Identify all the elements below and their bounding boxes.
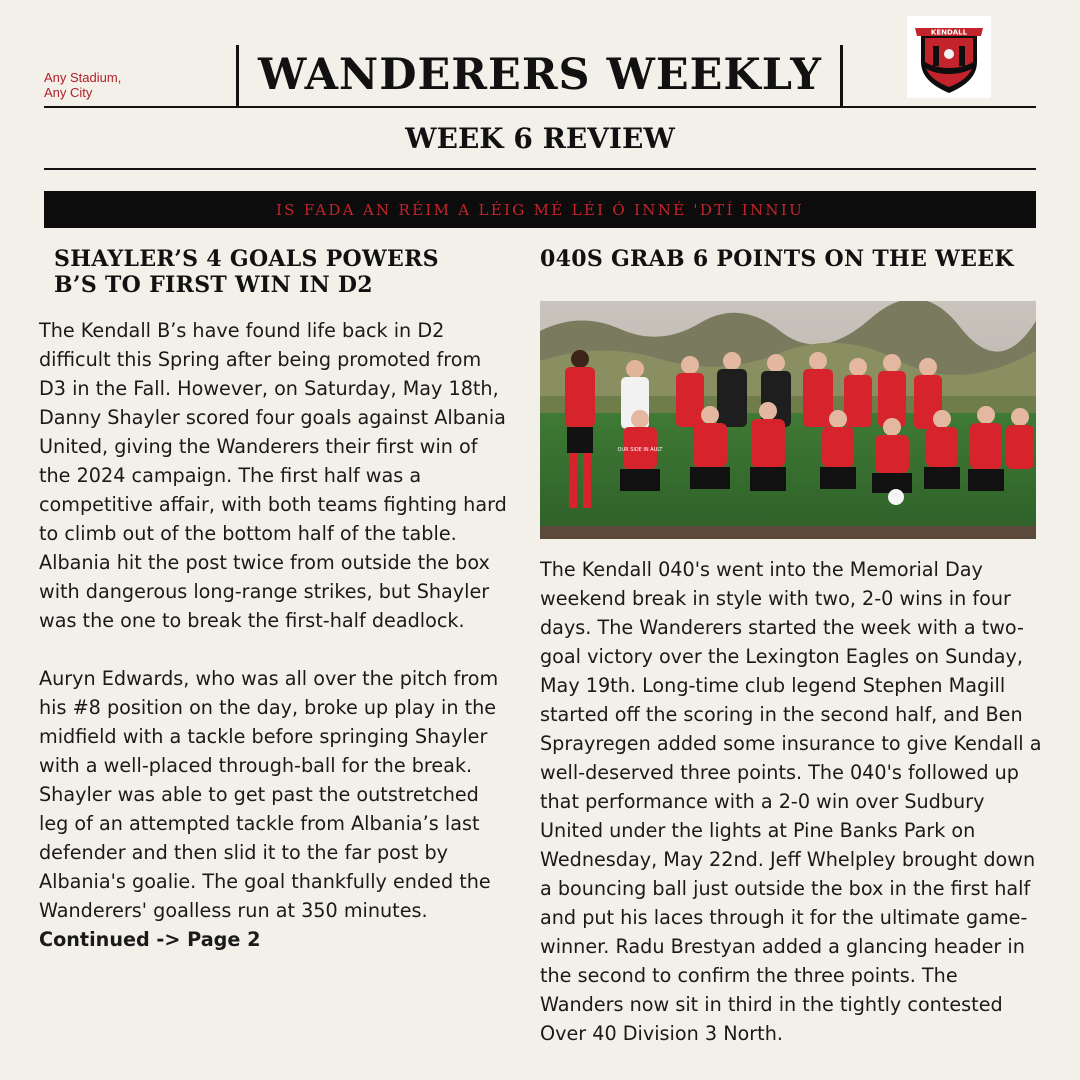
masthead-divider-left: [236, 45, 239, 106]
header-rule-bottom: [44, 168, 1036, 170]
header-rule-top: [44, 106, 1036, 108]
location-line-1: Any Stadium,: [44, 70, 122, 85]
team-photo: [540, 301, 1036, 539]
newsletter-title: WANDERERS WEEKLY: [258, 50, 822, 100]
team-photo-illustration: [540, 301, 1036, 539]
continued-link[interactable]: Continued -> Page 2: [39, 928, 261, 951]
location-text: [44, 70, 121, 100]
club-logo: [907, 16, 991, 98]
left-article-paragraph-1: The Kendall B’s have found life back in D2 difficult this Spring after being promoted from D3 in the Fall. However, on Saturday, May 18th, Danny Shayler scored four goals against Albania United, giving the Wanderers their first win of the 2024 campaign. The first half was a competitive affair, with both teams fighting hard to climb out of the bottom half of the table. Albania hit the post twice from outside the box with dangerous long-range strikes, but Shayler was the one to break the first-half deadlock.: [39, 319, 507, 632]
club-crest-icon: [907, 16, 991, 98]
right-article-body: [540, 555, 1046, 1048]
logo-text: KENDALL: [930, 28, 968, 37]
issue-subtitle: WEEK 6 REVIEW: [405, 121, 675, 155]
left-article-headline: [54, 246, 439, 298]
left-article-paragraph-2: [39, 664, 507, 954]
masthead-divider-right: [840, 45, 843, 106]
left-article-paragraph-2-text: Auryn Edwards, who was all over the pitch from his #8 position on the day, broke up play in the midfield with a tackle before springing Shayler with a well-placed through-ball for the break. Shayler was able to get past the outstretched leg of an attempted tackle from Albania’s last defender and then slid it to the far post by Albania's goalie. The goal thankfully ended the Wanderers' goalless run at 350 minutes.: [39, 667, 499, 922]
jersey-sponsor-text: OUR SIDE IN AULT: [617, 447, 663, 453]
right-article-paragraph: The Kendall 040's went into the Memorial Day weekend break in style with two, 2-0 wins in four days. The Wanderers started the week with a two-goal victory over the Lexington Eagles on Sunday, May 19th. Long-time club legend Stephen Magill started off the scoring in the second half, and Ben Sprayregen added some insurance to give Kendall a well-deserved three points. The 040's followed up that performance with a 2-0 win over Sudbury United under the lights at Pine Banks Park on Wednesday, May 22nd. Jeff Whelpley brought down a bouncing ball just outside the box in the first half and put his laces through it for the ultimate game-winner. Radu Brestyan added a glancing header in the second to confirm the three points. The Wanders now sit in third in the tightly contested Over 40 Division 3 North.: [540, 558, 1042, 1045]
right-article-headline: 040S GRAB 6 POINTS ON THE WEEK: [540, 246, 1014, 272]
left-article-body: [39, 316, 507, 954]
left-headline-line-1: SHAYLER’S 4 GOALS POWERS: [54, 246, 439, 272]
motto-banner: IS FADA AN RÉIM A LÉIG MÉ LÉI Ó INNÉ 'DTÍ INNIU: [44, 191, 1036, 228]
left-headline-line-2: B’S TO FIRST WIN IN D2: [54, 272, 373, 298]
location-line-2: Any City: [44, 85, 93, 100]
